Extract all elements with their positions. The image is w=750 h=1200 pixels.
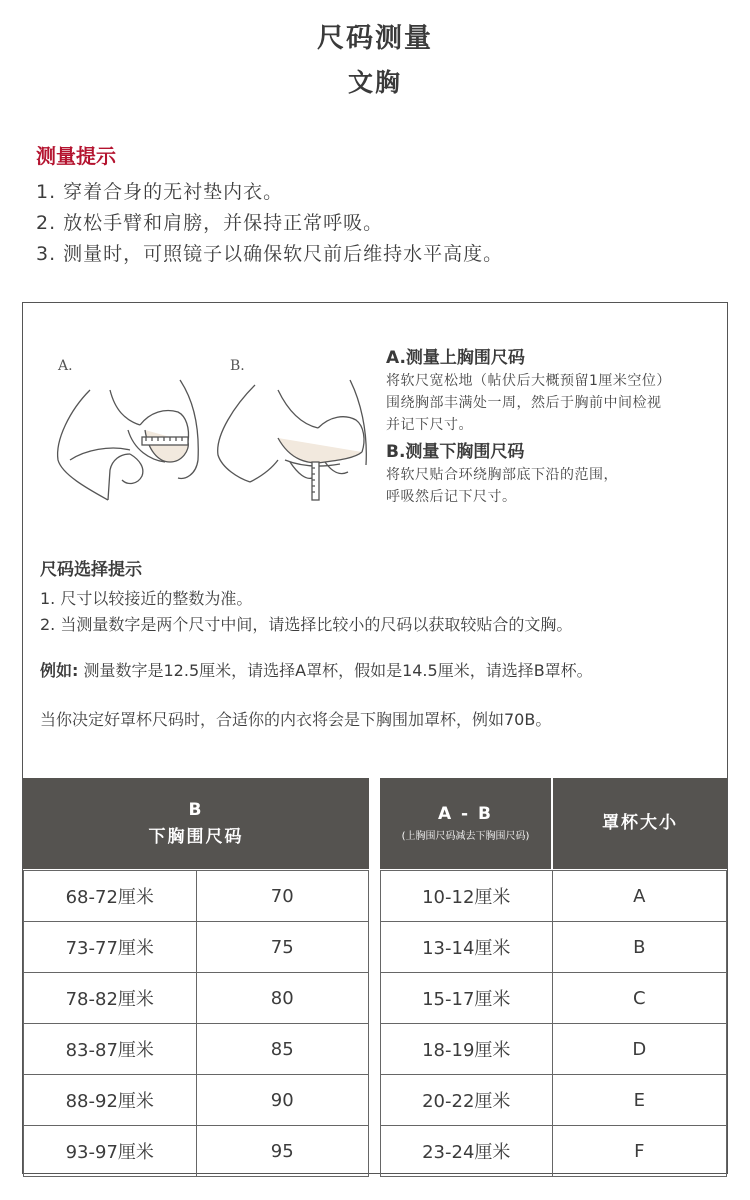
measure-b-heading: B.测量下胸围尺码	[386, 442, 525, 462]
difference-range: 13-14厘米	[381, 922, 553, 973]
cup-size: C	[552, 973, 726, 1024]
tip-item: 2. 放松手臂和肩膀，并保持正常呼吸。	[36, 212, 384, 234]
band-size: 75	[196, 922, 369, 973]
size-tip-item: 2. 当测量数字是两个尺寸中间，请选择比较小的尺码以获取较贴合的文胸。	[40, 615, 573, 634]
table-row	[24, 1024, 369, 1075]
underbust-range: 68-72厘米	[24, 871, 197, 922]
measurement-illustration	[50, 350, 370, 510]
decide-text: 当你决定好罩杯尺码时，合适你的内衣将会是下胸围加罩杯，例如70B。	[40, 710, 552, 729]
size-tips-list	[40, 586, 572, 638]
cup-size: B	[552, 922, 726, 973]
cup-size: A	[552, 871, 726, 922]
difference-range: 10-12厘米	[381, 871, 553, 922]
tip-item: 3. 测量时，可照镜子以确保软尺前后维持水平高度。	[36, 243, 504, 265]
difference-range: 20-22厘米	[381, 1075, 553, 1126]
underbust-table	[23, 870, 369, 1177]
tips-heading: 测量提示	[36, 144, 116, 168]
measure-a-heading: A.测量上胸围尺码	[386, 348, 525, 368]
table-row	[381, 1024, 727, 1075]
header-underbust	[23, 778, 369, 869]
figure-b	[218, 380, 367, 500]
cup-size: F	[552, 1126, 726, 1177]
difference-range: 23-24厘米	[381, 1126, 553, 1177]
header-difference-note: (上胸围尺码减去下胸围尺码)	[401, 831, 530, 842]
example-label: 例如:	[40, 661, 79, 680]
underbust-range: 93-97厘米	[24, 1126, 197, 1177]
table-row	[24, 973, 369, 1024]
table-row	[24, 1126, 369, 1177]
underbust-range: 73-77厘米	[24, 922, 197, 973]
cup-table	[380, 870, 727, 1177]
page-title: 尺码测量	[317, 23, 433, 54]
page-subtitle: 文胸	[347, 68, 402, 97]
measurement-instructions	[386, 346, 722, 508]
measure-b-line: 呼吸然后记下尺寸。	[386, 489, 517, 505]
header-cup	[553, 778, 727, 869]
table-row	[381, 1075, 727, 1126]
underbust-range: 78-82厘米	[24, 973, 197, 1024]
illustration-label-b: B.	[230, 358, 245, 374]
header-difference-label: A - B	[437, 804, 493, 824]
difference-range: 15-17厘米	[381, 973, 553, 1024]
header-underbust-label: 下胸围尺码	[148, 826, 244, 847]
band-size: 90	[196, 1075, 369, 1126]
tips-list	[36, 177, 503, 270]
band-size: 85	[196, 1024, 369, 1075]
tip-item: 1. 穿着合身的无衬垫内衣。	[36, 181, 284, 203]
measure-a-line: 将软尺宽松地（帖伏后大概预留1厘米空位）	[386, 373, 671, 389]
cup-size: D	[552, 1024, 726, 1075]
size-tips-heading: 尺码选择提示	[40, 560, 142, 580]
band-size: 80	[196, 973, 369, 1024]
table-row	[381, 871, 727, 922]
illustration-label-a: A.	[58, 358, 73, 374]
header-difference	[380, 778, 551, 869]
header-cup-label: 罩杯大小	[602, 813, 678, 833]
example-body: 测量数字是12.5厘米，请选择A罩杯，假如是14.5厘米，请选择B罩杯。	[78, 661, 593, 680]
table-row	[381, 1126, 727, 1177]
size-tip-item: 1. 尺寸以较接近的整数为准。	[40, 589, 253, 608]
table-row	[381, 973, 727, 1024]
table-row	[24, 871, 369, 922]
difference-range: 18-19厘米	[381, 1024, 553, 1075]
measure-b-line: 将软尺贴合环绕胸部底下沿的范围，	[386, 467, 618, 483]
measure-a-line: 并记下尺寸。	[386, 417, 473, 433]
band-size: 95	[196, 1126, 369, 1177]
figure-a	[58, 380, 199, 500]
table-row	[24, 922, 369, 973]
underbust-range: 88-92厘米	[24, 1075, 197, 1126]
table-row	[24, 1075, 369, 1126]
example-text	[40, 658, 593, 681]
table-row	[381, 922, 727, 973]
measure-a-line: 围绕胸部丰满处一周，然后于胸前中间检视	[386, 395, 662, 411]
cup-size: E	[552, 1075, 726, 1126]
header-underbust-letter: B	[188, 799, 204, 820]
underbust-range: 83-87厘米	[24, 1024, 197, 1075]
band-size: 70	[196, 871, 369, 922]
